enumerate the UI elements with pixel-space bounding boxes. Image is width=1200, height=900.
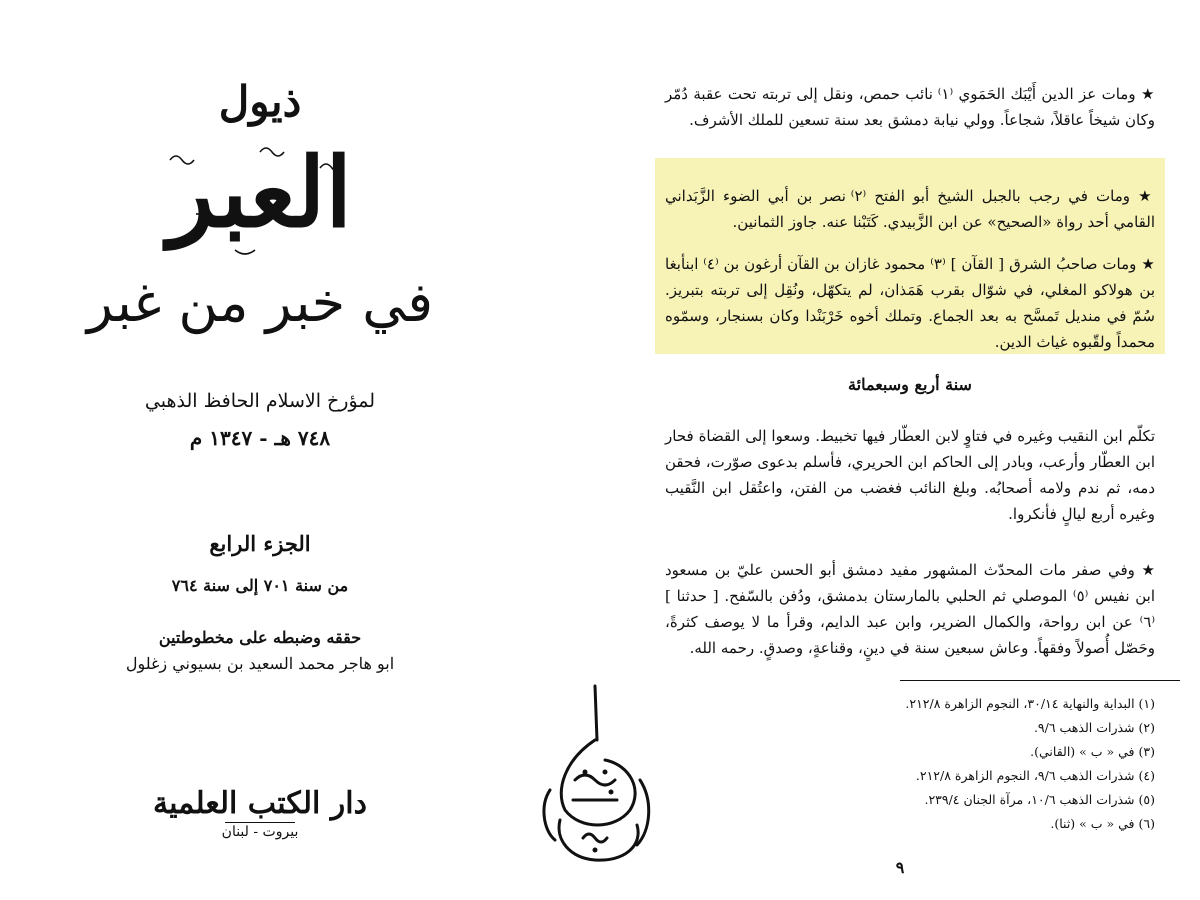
year-heading: سنة أربع وسبعمائة: [848, 375, 972, 394]
editing-note: حققه وضبطه على مخطوطتين: [158, 628, 362, 647]
death-dates: ٧٤٨ هـ - ١٣٤٧ م: [189, 426, 331, 450]
page-number: ٩: [895, 858, 905, 877]
series-title: ذيول: [218, 77, 302, 126]
footnote-list: [675, 692, 1155, 836]
entry-paragraph: ★ ومات صاحبُ الشرق [ القآن ] ⁽٣⁾ محمود غازان بن القآن أرغون بن ⁽٤⁾ ابنأبغا بن هولاكو المغلي، في شوّال بقرب هَمَذان، لم يتكهّل، ونُقِل إلى تربته بتبريز. سُمّ في منديل تَمسَّح به بعد الجماع. وتملك أخوه خَرْبَنْدا وكان بسنجار، وسمّوه محمداً ولقّبوه غياث الدين.: [665, 255, 1155, 351]
volume-label: الجزء الرابع: [209, 531, 311, 556]
text-page: [640, 0, 1200, 900]
footnote: (٣) في « ب » (القاني).: [1030, 744, 1155, 759]
subtitle: في خبر من غبر: [86, 271, 434, 334]
entry-paragraph: ★ ومات في رجب بالجبل الشيخ أبو الفتح ⁽٢⁾ نصر بن أبي الضوء الزَّبَداني القامي أحد رواة «الصحيح» عن ابن الزَّبيدي. كَتَبْنا عنه. جاوز الثمانين.: [665, 187, 1155, 231]
title-page: [0, 0, 560, 900]
year-paragraph: تكلّم ابن النقيب وغيره في فتاوٍ لابن العطّار فيها تخبيط. وسعوا إلى القضاة فحار ابن العطّار وأرعب، وبادر إلى الحاكم ابن الحريري، فأسلم بدعوى صوّرت، فحقن دمه، ثم ندم ولامه أصحابُه. وبلغ النائب فغضب من الفتن، واعتُقل ابن النَّقيب وغيره أربع ليالٍ فأنكروا.: [665, 427, 1155, 523]
footnote: (١) البداية والنهاية ٣٠/١٤، النجوم الزاهرة ٢١٢/٨.: [905, 696, 1155, 711]
footnote: (٥) شذرات الذهب ١٠/٦، مرآة الجنان ٢٣٩/٤.: [924, 792, 1155, 807]
footnote: (٦) في « ب » (ثنا).: [1050, 816, 1155, 831]
main-title: العبر: [167, 136, 353, 249]
entry-paragraph: ★ وفي صفر مات المحدّث المشهور مفيد دمشق أبو الحسن عليّ بن مسعود ابن نفيس ⁽٥⁾ الموصلي ثم الحلبي بالمارستان بدمشق، ودُفن بالسّفح. [ حدثنا ] ⁽٦⁾ عن ابن رواحة، والكمال الضرير، وابن عبد الدايم، وقرأ ما لا يوصف كثرةً، وحَصّل أُصولاً وفقهاً. وعاش سبعين سنة في دينٍ، وقناعةٍ، وصدقٍ. رحمه الله.: [665, 561, 1155, 657]
author-line: لمؤرخ الاسلام الحافظ الذهبي: [144, 390, 376, 412]
publisher-city: بيروت - لبنان: [221, 824, 299, 840]
editor-name: ابو هاجر محمد السعيد بن بسيوني زغلول: [125, 654, 395, 673]
footnote: (٤) شذرات الذهب ٩/٦، النجوم الزاهرة ٢١٢/٨.: [915, 768, 1155, 783]
footnote: (٢) شذرات الذهب ٩/٦.: [1033, 720, 1155, 735]
entry-paragraph: ★ ومات عز الدين أَيْبَك الحَمَوي ⁽١⁾ نائب حمص، ونقل إلى تربته تحت عقبة دُمّر وكان شيخاً عاقلاً، شجاعاً. وولي نيابة دمشق بعد سنة تسعين للملك الأشرف.: [665, 85, 1156, 129]
publisher-logo: دار الكتب العلمية: [153, 786, 367, 821]
footnote-divider: [900, 680, 1180, 681]
year-range: من سنة ٧٠١ إلى سنة ٧٦٤: [171, 576, 349, 595]
